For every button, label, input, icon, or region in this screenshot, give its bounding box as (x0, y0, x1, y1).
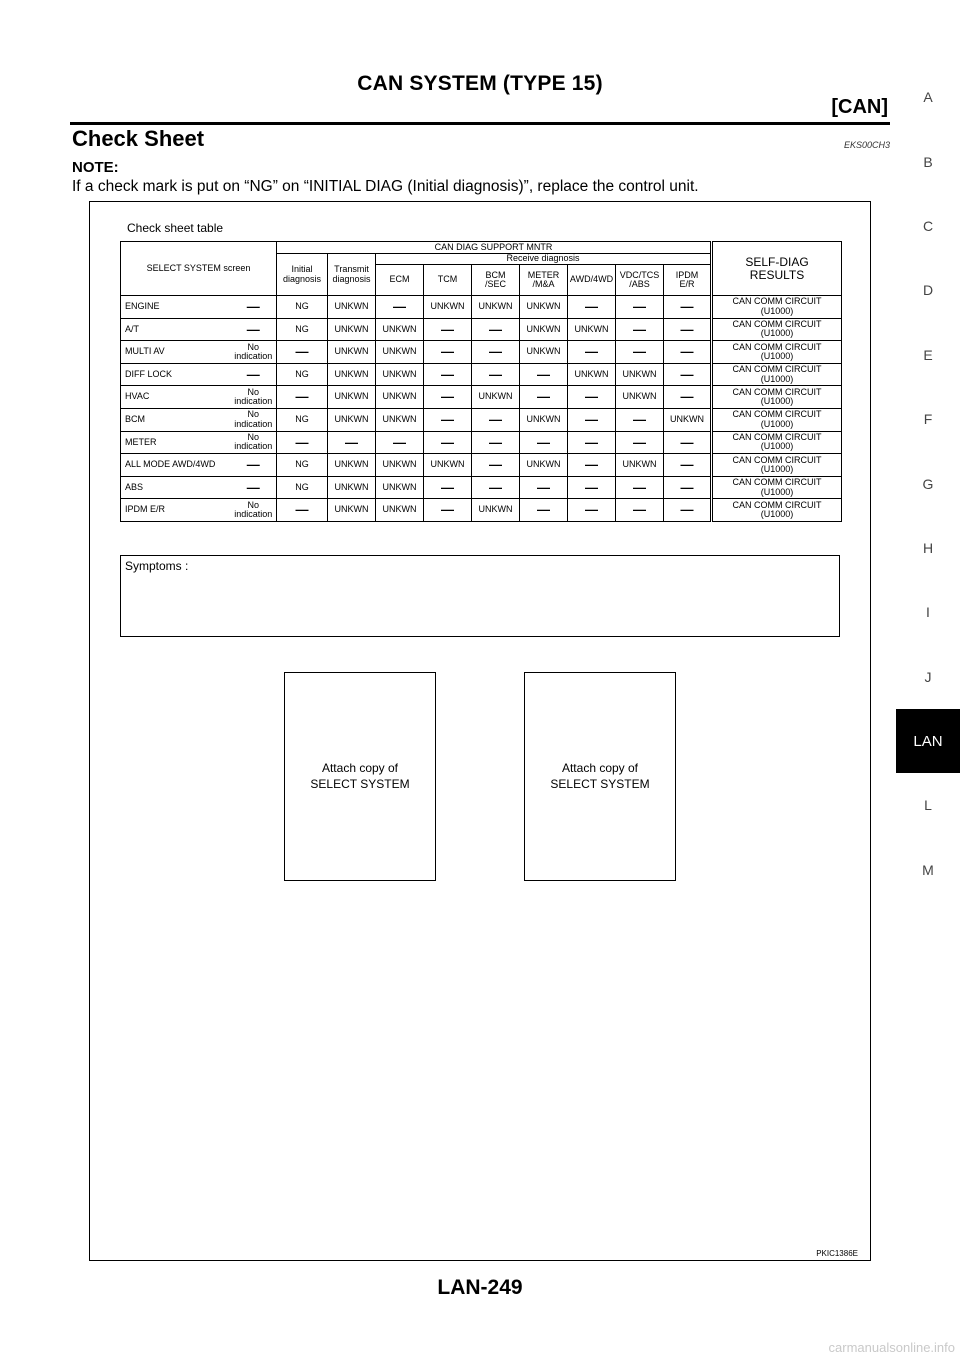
side-index-j[interactable]: J (924, 668, 932, 685)
row-cell-tcm: UNKWN (376, 386, 424, 409)
row-self-diag: CAN COMM CIRCUIT (U1000) (712, 363, 842, 386)
side-index-m[interactable]: M (922, 861, 934, 878)
row-cell-tcm: — (376, 431, 424, 454)
row-initial-cell: — (231, 318, 277, 341)
table-row (121, 318, 842, 341)
row-system-name: A/T (121, 318, 231, 341)
row-cell-tcm: UNKWN (376, 318, 424, 341)
row-self-diag: CAN COMM CIRCUIT (U1000) (712, 341, 842, 364)
row-cell-meter: — (472, 431, 520, 454)
header-receive: Receive diagnosis (376, 254, 712, 265)
page-number: LAN-249 (437, 1276, 523, 1299)
row-cell-awd: UNKWN (520, 318, 568, 341)
row-cell-transmit: — (277, 499, 328, 522)
attach-box-right-text: Attach copy of SELECT SYSTEM (550, 760, 650, 791)
row-cell-ecm: UNKWN (328, 454, 376, 477)
row-cell-vdc: — (568, 296, 616, 319)
row-cell-extra: — (664, 499, 712, 522)
side-index-f[interactable]: F (923, 411, 933, 428)
row-cell-ipdm: — (616, 431, 664, 454)
row-cell-vdc: UNKWN (568, 363, 616, 386)
row-cell-vdc: — (568, 476, 616, 499)
row-cell-ipdm: — (616, 318, 664, 341)
row-initial-cell: — (231, 476, 277, 499)
reference-code: EKS00CH3 (843, 140, 890, 150)
row-system-name: ALL MODE AWD/4WD (121, 454, 231, 477)
attach-box-left (284, 672, 436, 881)
row-initial-cell: — (231, 363, 277, 386)
row-cell-meter: UNKWN (472, 296, 520, 319)
row-self-diag: CAN COMM CIRCUIT (U1000) (712, 408, 842, 431)
side-index-l[interactable]: L (924, 797, 932, 814)
row-cell-awd: — (520, 363, 568, 386)
check-sheet-table (120, 241, 842, 522)
row-self-diag: CAN COMM CIRCUIT (U1000) (712, 386, 842, 409)
row-cell-extra: — (664, 318, 712, 341)
row-cell-extra: — (664, 431, 712, 454)
row-self-diag: CAN COMM CIRCUIT (U1000) (712, 318, 842, 341)
side-index-e[interactable]: E (923, 346, 933, 363)
row-system-name: HVAC (121, 386, 231, 409)
row-cell-ipdm: — (616, 341, 664, 364)
row-cell-bcm: — (424, 386, 472, 409)
symptoms-label: Symptoms : (125, 559, 189, 573)
row-cell-extra: — (664, 296, 712, 319)
row-cell-tcm: — (376, 296, 424, 319)
row-cell-ipdm: UNKWN (616, 363, 664, 386)
row-cell-bcm: — (424, 408, 472, 431)
row-initial-cell: — (231, 454, 277, 477)
header-can-diag: CAN DIAG SUPPORT MNTR (277, 242, 712, 254)
side-index-i[interactable]: I (926, 604, 930, 621)
row-cell-awd: UNKWN (520, 296, 568, 319)
row-cell-tcm: UNKWN (376, 499, 424, 522)
row-cell-awd: — (520, 386, 568, 409)
row-cell-tcm: UNKWN (376, 476, 424, 499)
header-receive-col: AWD/4WD (568, 265, 616, 296)
header-initial: Initial diagnosis (277, 254, 328, 296)
row-cell-meter: — (472, 363, 520, 386)
header-self-diag (712, 242, 842, 296)
row-cell-awd: UNKWN (520, 408, 568, 431)
row-cell-ecm: UNKWN (328, 499, 376, 522)
table-caption: Check sheet table (127, 221, 224, 235)
side-index-tabs (896, 65, 960, 902)
table-row (121, 386, 842, 409)
attach-box-right (524, 672, 676, 881)
table-row (121, 363, 842, 386)
symptoms-box (120, 555, 840, 637)
row-cell-awd: UNKWN (520, 341, 568, 364)
section-tag: [CAN] (831, 96, 888, 118)
side-index-h[interactable]: H (922, 539, 934, 556)
table-row (121, 341, 842, 364)
side-index-b[interactable]: B (923, 153, 933, 170)
header-receive-col: ECM (376, 265, 424, 296)
note-label: NOTE: (72, 159, 119, 176)
row-cell-meter: UNKWN (472, 386, 520, 409)
row-cell-bcm: — (424, 431, 472, 454)
row-system-name: METER (121, 431, 231, 454)
row-cell-meter: — (472, 454, 520, 477)
attach-box-left-text: Attach copy of SELECT SYSTEM (310, 760, 410, 791)
row-cell-ecm: UNKWN (328, 341, 376, 364)
figure-code: PKIC1386E (816, 1249, 858, 1258)
row-system-name: MULTI AV (121, 341, 231, 364)
header-receive-col: TCM (424, 265, 472, 296)
row-cell-ecm: UNKWN (328, 363, 376, 386)
row-cell-ecm: UNKWN (328, 386, 376, 409)
row-cell-ecm: — (328, 431, 376, 454)
side-index-lan[interactable]: LAN (896, 709, 960, 773)
row-cell-meter: — (472, 476, 520, 499)
row-cell-extra: UNKWN (664, 408, 712, 431)
row-cell-ipdm: — (616, 408, 664, 431)
row-cell-bcm: — (424, 318, 472, 341)
row-system-name: ENGINE (121, 296, 231, 319)
row-cell-extra: — (664, 454, 712, 477)
row-system-name: IPDM E/R (121, 499, 231, 522)
row-self-diag: CAN COMM CIRCUIT (U1000) (712, 431, 842, 454)
header-select-system: SELECT SYSTEM screen (121, 242, 277, 296)
side-index-c[interactable]: C (922, 217, 934, 234)
row-cell-vdc: UNKWN (568, 318, 616, 341)
row-initial-cell: No indication (231, 431, 277, 454)
row-cell-vdc: — (568, 341, 616, 364)
header-rule (70, 122, 890, 125)
row-cell-extra: — (664, 386, 712, 409)
row-cell-meter: — (472, 318, 520, 341)
header-receive-col: VDC/TCS /ABS (616, 265, 664, 296)
table-row (121, 431, 842, 454)
section-title: Check Sheet (72, 126, 205, 151)
row-cell-meter: — (472, 341, 520, 364)
row-cell-transmit: — (277, 341, 328, 364)
row-cell-ecm: UNKWN (328, 296, 376, 319)
row-cell-ecm: UNKWN (328, 408, 376, 431)
table-row (121, 499, 842, 522)
header-receive-col: BCM /SEC (472, 265, 520, 296)
header-self-diag-text: SELF-DIAG RESULTS (745, 254, 809, 282)
row-cell-bcm: UNKWN (424, 296, 472, 319)
row-cell-tcm: UNKWN (376, 341, 424, 364)
row-cell-vdc: — (568, 408, 616, 431)
header-receive-col: IPDM E/R (664, 265, 712, 296)
row-cell-transmit: NG (277, 363, 328, 386)
row-initial-cell: — (231, 296, 277, 319)
header-receive-col: METER /M&A (520, 265, 568, 296)
row-cell-vdc: — (568, 454, 616, 477)
side-index-g[interactable]: G (922, 475, 934, 492)
row-cell-ipdm: UNKWN (616, 454, 664, 477)
row-cell-vdc: — (568, 499, 616, 522)
row-cell-ecm: UNKWN (328, 318, 376, 341)
row-cell-extra: — (664, 341, 712, 364)
row-cell-transmit: — (277, 431, 328, 454)
row-cell-awd: — (520, 499, 568, 522)
note-text: If a check mark is put on “NG” on “INITIAL DIAG (Initial diagnosis)”, replace the control unit. (72, 178, 699, 195)
row-cell-transmit: NG (277, 454, 328, 477)
row-cell-transmit: NG (277, 408, 328, 431)
row-cell-tcm: UNKWN (376, 363, 424, 386)
row-initial-cell: No indication (231, 499, 277, 522)
row-cell-awd: — (520, 431, 568, 454)
page-title: CAN SYSTEM (TYPE 15) (357, 72, 603, 95)
row-cell-transmit: NG (277, 476, 328, 499)
row-cell-ecm: UNKWN (328, 476, 376, 499)
row-self-diag: CAN COMM CIRCUIT (U1000) (712, 499, 842, 522)
row-cell-vdc: — (568, 386, 616, 409)
row-initial-cell: No indication (231, 386, 277, 409)
row-cell-transmit: NG (277, 296, 328, 319)
row-cell-meter: — (472, 408, 520, 431)
table-row (121, 476, 842, 499)
row-cell-ipdm: — (616, 499, 664, 522)
table-row (121, 408, 842, 431)
row-cell-awd: — (520, 476, 568, 499)
row-system-name: BCM (121, 408, 231, 431)
row-cell-bcm: UNKWN (424, 454, 472, 477)
row-cell-bcm: — (424, 499, 472, 522)
row-system-name: DIFF LOCK (121, 363, 231, 386)
row-cell-transmit: — (277, 386, 328, 409)
table-row (121, 454, 842, 477)
row-initial-cell: No indication (231, 341, 277, 364)
row-cell-bcm: — (424, 363, 472, 386)
row-self-diag: CAN COMM CIRCUIT (U1000) (712, 476, 842, 499)
row-cell-transmit: NG (277, 318, 328, 341)
row-cell-meter: UNKWN (472, 499, 520, 522)
row-cell-vdc: — (568, 431, 616, 454)
side-index-a[interactable]: A (923, 89, 933, 106)
row-cell-awd: UNKWN (520, 454, 568, 477)
table-row (121, 296, 842, 319)
row-cell-extra: — (664, 363, 712, 386)
side-index-d[interactable]: D (922, 282, 934, 299)
row-cell-tcm: UNKWN (376, 408, 424, 431)
row-cell-ipdm: — (616, 476, 664, 499)
row-cell-ipdm: UNKWN (616, 386, 664, 409)
watermark: carmanualsonline.info (828, 1340, 955, 1355)
row-cell-extra: — (664, 476, 712, 499)
row-self-diag: CAN COMM CIRCUIT (U1000) (712, 454, 842, 477)
row-cell-tcm: UNKWN (376, 454, 424, 477)
header-transmit: Transmit diagnosis (328, 254, 376, 296)
row-self-diag: CAN COMM CIRCUIT (U1000) (712, 296, 842, 319)
row-cell-bcm: — (424, 476, 472, 499)
row-initial-cell: No indication (231, 408, 277, 431)
row-cell-bcm: — (424, 341, 472, 364)
row-system-name: ABS (121, 476, 231, 499)
row-cell-ipdm: — (616, 296, 664, 319)
